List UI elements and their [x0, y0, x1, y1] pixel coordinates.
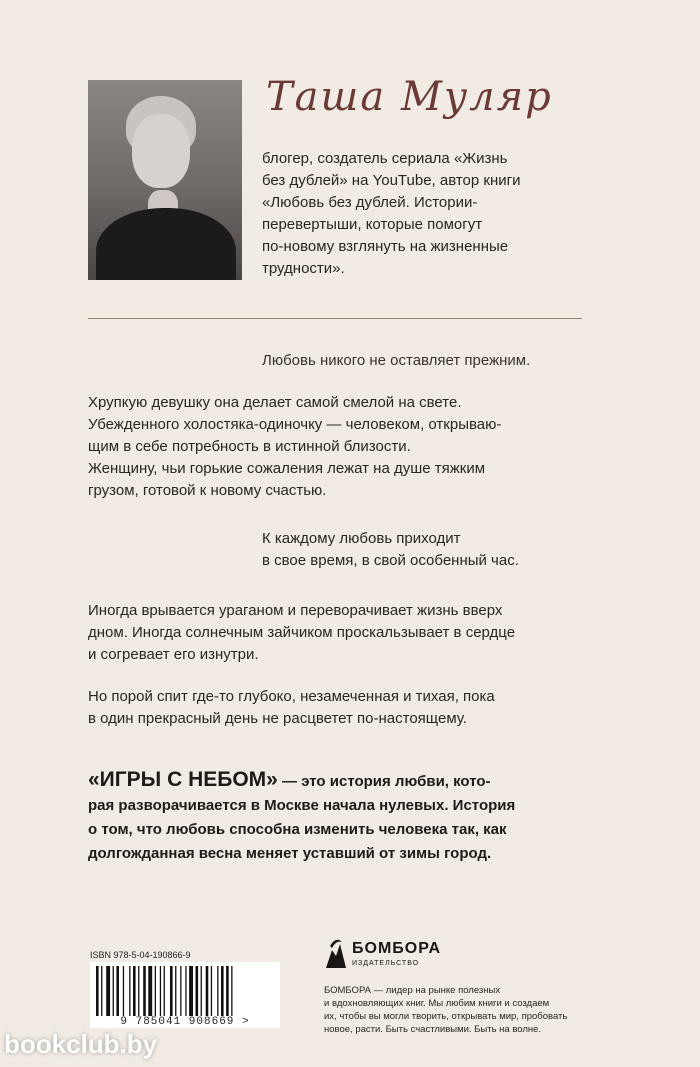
bio-line: «Любовь без дублей. Истории- [262, 194, 478, 211]
barcode-bar [138, 966, 139, 1016]
bio-line: без дублей» на YouTube, автор книги [262, 172, 521, 189]
text-line: Иногда врывается ураганом и переворачивает жизнь вверх [88, 602, 503, 619]
author-photo [88, 80, 242, 280]
paragraph-2 [88, 600, 588, 666]
barcode-digits: 9 785041 908669 > [90, 1016, 280, 1028]
watermark: bookclub.by [4, 1029, 158, 1059]
publisher-description [324, 984, 594, 1036]
barcode-bar [221, 966, 224, 1016]
book-summary [88, 768, 608, 866]
barcode-bar [160, 966, 161, 1016]
barcode-bar [196, 966, 199, 1016]
bio-line: по-новому взглянуть на жизненные [262, 238, 509, 255]
text-line: Хрупкую девушку она делает самой смелой на свете. [88, 394, 462, 411]
barcode-bar [148, 966, 152, 1016]
barcode-bar [116, 966, 119, 1016]
barcode-bar [101, 966, 102, 1016]
summary-text: — это история любви, кото- [277, 773, 491, 790]
barcode-bar [143, 966, 146, 1016]
barcode-bar [206, 966, 209, 1016]
text-line: о том, что любовь способна изменить человека так, как [88, 821, 507, 838]
quote-each-time [262, 528, 592, 572]
text-line: и вдохновляющих книг. Мы любим книги и создаем [324, 998, 550, 1009]
text-line: Но порой спит где-то глубоко, незамеченная и тихая, пока [88, 688, 495, 705]
barcode-bar [155, 966, 156, 1016]
barcode-bar [113, 966, 114, 1016]
text-line: новое, расти. Быть счастливыми. Быть на волне. [324, 1024, 542, 1035]
text-line: их, чтобы вы могли творить, открывать мир, пробовать [324, 1011, 568, 1022]
barcode-bar [129, 966, 130, 1016]
barcode-bar [217, 966, 218, 1016]
barcode-bar [189, 966, 193, 1016]
summary-first-line [88, 768, 608, 794]
barcode-bar [170, 966, 173, 1016]
text-line: и согревает его изнутри. [88, 646, 259, 663]
publisher-subtitle: ИЗДАТЕЛЬСТВО [352, 960, 420, 967]
text-line: в свое время, в свой особенный час. [262, 552, 519, 569]
publisher-logo [324, 936, 454, 976]
barcode-bar [180, 966, 181, 1016]
text-line: в один прекрасный день не расцветет по-настоящему. [88, 710, 467, 727]
barcode-bars [96, 966, 274, 1016]
text-line: Женщину, чьи горькие сожаления лежат на душе тяжким [88, 460, 486, 477]
barcode-bar [226, 966, 229, 1016]
divider [88, 318, 582, 319]
author-name: Таша Муляр [266, 74, 553, 120]
book-title: «ИГРЫ С НЕБОМ» [88, 768, 278, 791]
author-bio [262, 148, 592, 280]
barcode-bar [201, 966, 202, 1016]
text-line: щим в себе потребность в истинной близости. [88, 438, 411, 455]
text-line: К каждому любовь приходит [262, 530, 461, 547]
barcode-bar [175, 966, 176, 1016]
text-line: дном. Иногда солнечным зайчиком проскальзывает в сердце [88, 624, 516, 641]
barcode-bar [133, 966, 136, 1016]
barcode-bar [211, 966, 212, 1016]
isbn-label: ISBN 978-5-04-190866-9 [90, 950, 191, 960]
publisher-name: БОМБОРА [352, 940, 442, 957]
text-line: долгожданная весна меняет уставший от зимы город. [88, 845, 492, 862]
barcode-bar [231, 966, 232, 1016]
publisher-mark-icon [324, 936, 348, 970]
barcode-bar [106, 966, 110, 1016]
paragraph-1 [88, 392, 588, 502]
barcode-bar [123, 966, 124, 1016]
bio-line: перевертыши, которые помогут [262, 216, 483, 233]
quote-love-unchanged: Любовь никого не оставляет прежним. [262, 352, 531, 369]
text-line: БОМБОРА — лидер на рынке полезных [324, 985, 501, 996]
paragraph-3 [88, 686, 588, 730]
text-line: рая разворачивается в Москве начала нулевых. История [88, 797, 516, 814]
bio-line: трудности». [262, 260, 345, 277]
bio-line: блогер, создатель сериала «Жизнь [262, 150, 508, 167]
barcode-bar [185, 966, 186, 1016]
barcode-bar [96, 966, 99, 1016]
barcode-bar [164, 966, 165, 1016]
text-line: грузом, готовой к новому счастью. [88, 482, 327, 499]
text-line: Убежденного холостяка-одиночку — человеком, открываю- [88, 416, 502, 433]
